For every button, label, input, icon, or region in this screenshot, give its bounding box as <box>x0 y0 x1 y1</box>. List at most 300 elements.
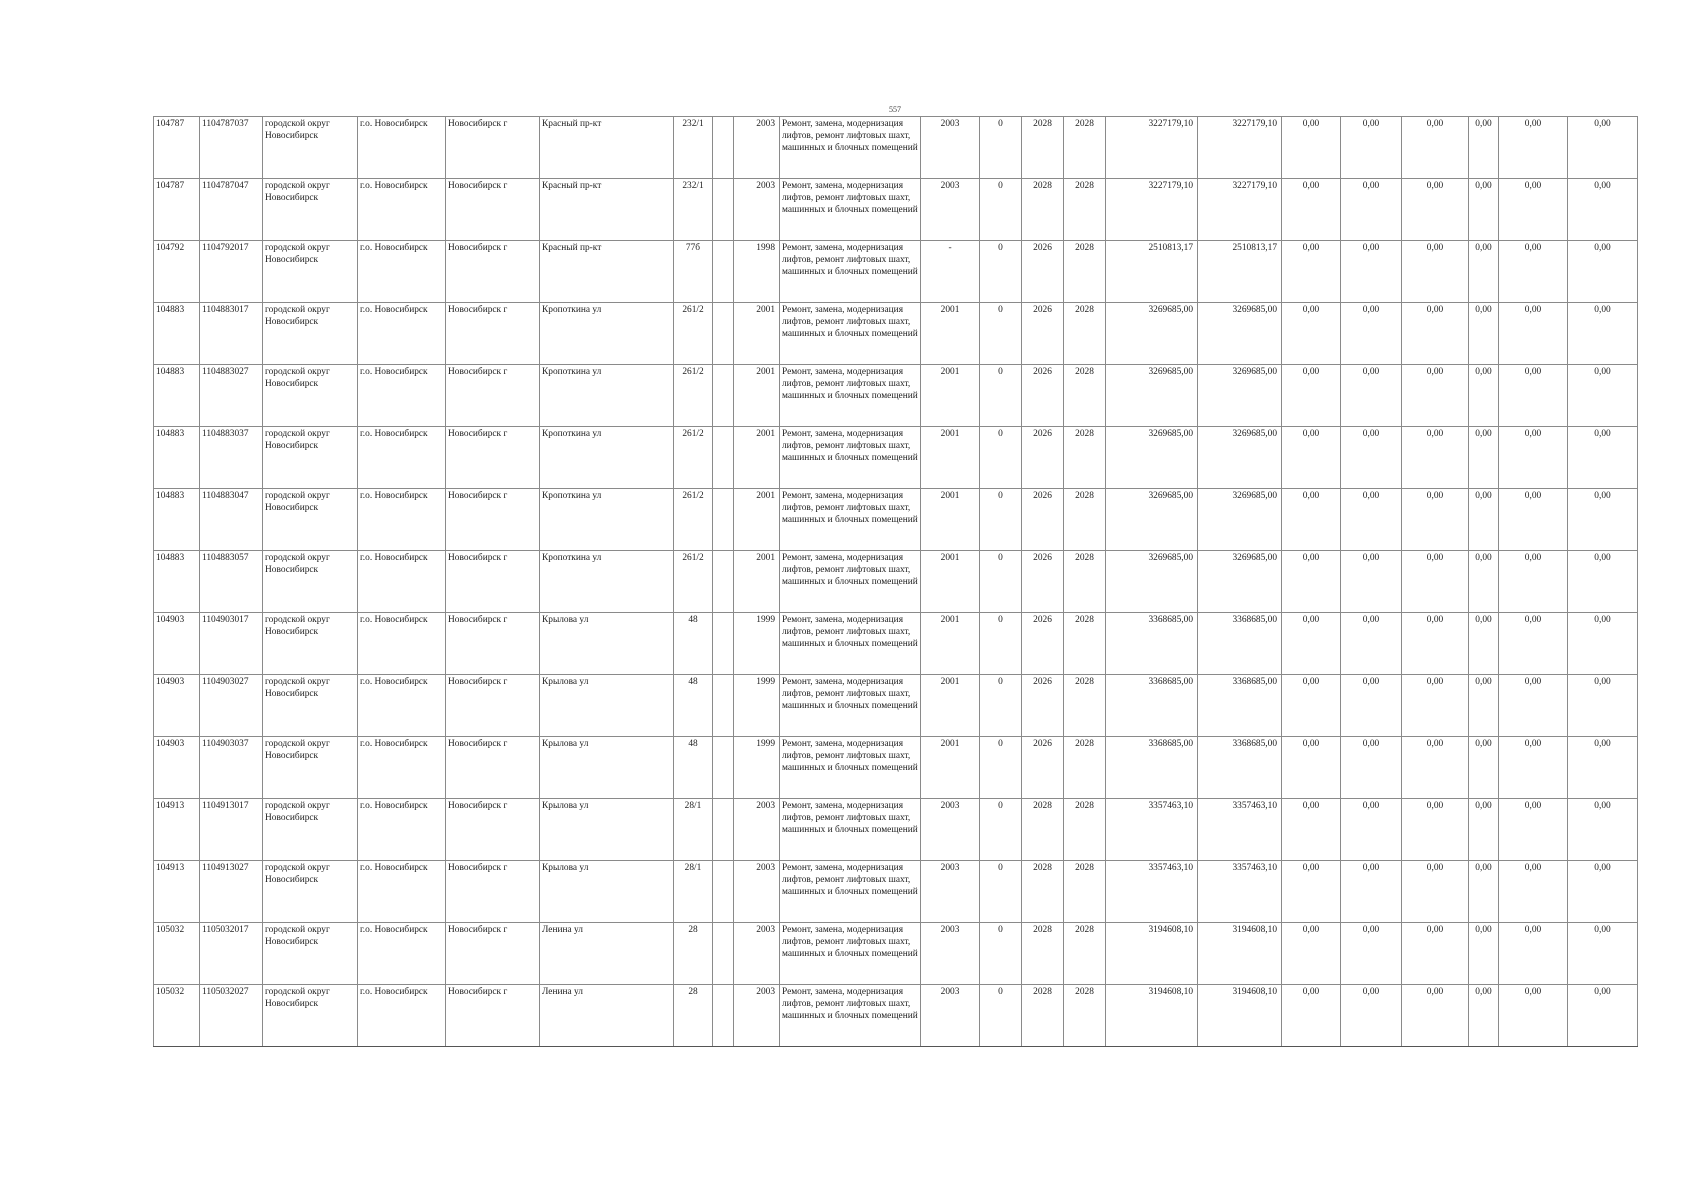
cell-local-budget: 0,00 <box>1402 241 1469 303</box>
cell-planned-year: 2028 <box>1022 985 1064 1047</box>
cell-planned-year: 2028 <box>1022 923 1064 985</box>
cell-street: Красный пр-кт <box>540 241 674 303</box>
cell-federal-budget: 0,00 <box>1282 861 1341 923</box>
cell-regional-budget: 0,00 <box>1341 551 1402 613</box>
cell-local-budget: 0,00 <box>1402 675 1469 737</box>
cell-owners-funds: 0,00 <box>1469 613 1499 675</box>
cell-city: Новосибирск г <box>446 923 540 985</box>
cell-build-year: 2003 <box>734 985 780 1047</box>
cell-municipality: городской округ Новосибирск <box>263 551 358 613</box>
cell-wear-percent: 0 <box>980 985 1022 1047</box>
cell-other-funds: 0,00 <box>1499 551 1568 613</box>
cell-planned-year: 2028 <box>1022 179 1064 241</box>
cell-work-type: Ремонт, замена, модернизация лифтов, ремонт лифтовых шахт, машинных и блочных помещений <box>780 675 921 737</box>
cell-city: Новосибирск г <box>446 179 540 241</box>
cell-settlement-short: г.о. Новосибирск <box>358 179 446 241</box>
cell-owners-funds: 0,00 <box>1469 985 1499 1047</box>
cell-local-budget: 0,00 <box>1402 365 1469 427</box>
cell-element-id: 1104787037 <box>200 117 263 179</box>
cell-extra-funds: 0,00 <box>1568 861 1638 923</box>
cell-total-cost: 3269685,00 <box>1106 489 1198 551</box>
cell-work-type: Ремонт, замена, модернизация лифтов, ремонт лифтовых шахт, машинных и блочных помещений <box>780 737 921 799</box>
cell-build-year: 2003 <box>734 923 780 985</box>
cell-street: Кропоткина ул <box>540 365 674 427</box>
cell-owners-funds: 0,00 <box>1469 799 1499 861</box>
cell-other-funds: 0,00 <box>1499 675 1568 737</box>
cell-local-budget: 0,00 <box>1402 489 1469 551</box>
cell-planned-year: 2026 <box>1022 737 1064 799</box>
cell-planned-year: 2026 <box>1022 551 1064 613</box>
cell-house-number: 261/2 <box>674 551 713 613</box>
cell-street: Красный пр-кт <box>540 117 674 179</box>
cell-building-block <box>713 489 734 551</box>
cell-house-id: 104883 <box>154 427 200 489</box>
cell-regional-fund-cost: 3227179,10 <box>1198 179 1282 241</box>
cell-local-budget: 0,00 <box>1402 427 1469 489</box>
cell-wear-percent: 0 <box>980 427 1022 489</box>
cell-wear-percent: 0 <box>980 799 1022 861</box>
cell-local-budget: 0,00 <box>1402 613 1469 675</box>
cell-settlement-short: г.о. Новосибирск <box>358 675 446 737</box>
table-row <box>154 489 1638 551</box>
cell-last-overhaul-year: 2001 <box>921 489 980 551</box>
cell-owners-funds: 0,00 <box>1469 489 1499 551</box>
cell-city: Новосибирск г <box>446 861 540 923</box>
cell-total-cost: 3357463,10 <box>1106 861 1198 923</box>
cell-extra-funds: 0,00 <box>1568 613 1638 675</box>
cell-federal-budget: 0,00 <box>1282 179 1341 241</box>
cell-element-id: 1104792017 <box>200 241 263 303</box>
cell-deadline-year: 2028 <box>1064 117 1106 179</box>
cell-planned-year: 2026 <box>1022 427 1064 489</box>
cell-house-id: 104903 <box>154 737 200 799</box>
cell-regional-budget: 0,00 <box>1341 799 1402 861</box>
cell-regional-budget: 0,00 <box>1341 613 1402 675</box>
cell-municipality: городской округ Новосибирск <box>263 675 358 737</box>
table-row <box>154 551 1638 613</box>
cell-extra-funds: 0,00 <box>1568 985 1638 1047</box>
cell-extra-funds: 0,00 <box>1568 241 1638 303</box>
cell-total-cost: 3269685,00 <box>1106 303 1198 365</box>
cell-other-funds: 0,00 <box>1499 613 1568 675</box>
cell-regional-fund-cost: 3227179,10 <box>1198 117 1282 179</box>
cell-street: Крылова ул <box>540 799 674 861</box>
cell-regional-budget: 0,00 <box>1341 923 1402 985</box>
cell-building-block <box>713 799 734 861</box>
cell-build-year: 2001 <box>734 551 780 613</box>
cell-deadline-year: 2028 <box>1064 861 1106 923</box>
cell-owners-funds: 0,00 <box>1469 737 1499 799</box>
cell-city: Новосибирск г <box>446 551 540 613</box>
cell-build-year: 1999 <box>734 613 780 675</box>
cell-regional-budget: 0,00 <box>1341 303 1402 365</box>
table-body <box>154 117 1638 1047</box>
cell-work-type: Ремонт, замена, модернизация лифтов, ремонт лифтовых шахт, машинных и блочных помещений <box>780 241 921 303</box>
cell-planned-year: 2026 <box>1022 675 1064 737</box>
cell-city: Новосибирск г <box>446 365 540 427</box>
cell-street: Ленина ул <box>540 985 674 1047</box>
cell-owners-funds: 0,00 <box>1469 179 1499 241</box>
cell-last-overhaul-year: 2003 <box>921 923 980 985</box>
cell-wear-percent: 0 <box>980 365 1022 427</box>
cell-extra-funds: 0,00 <box>1568 179 1638 241</box>
cell-deadline-year: 2028 <box>1064 489 1106 551</box>
cell-federal-budget: 0,00 <box>1282 241 1341 303</box>
cell-last-overhaul-year: 2001 <box>921 427 980 489</box>
cell-municipality: городской округ Новосибирск <box>263 365 358 427</box>
cell-last-overhaul-year: 2003 <box>921 117 980 179</box>
cell-house-id: 104883 <box>154 551 200 613</box>
cell-street: Кропоткина ул <box>540 427 674 489</box>
cell-owners-funds: 0,00 <box>1469 861 1499 923</box>
cell-last-overhaul-year: 2001 <box>921 675 980 737</box>
cell-last-overhaul-year: 2001 <box>921 737 980 799</box>
cell-house-number: 77б <box>674 241 713 303</box>
cell-element-id: 1104913027 <box>200 861 263 923</box>
cell-work-type: Ремонт, замена, модернизация лифтов, ремонт лифтовых шахт, машинных и блочных помещений <box>780 861 921 923</box>
cell-street: Крылова ул <box>540 675 674 737</box>
cell-wear-percent: 0 <box>980 551 1022 613</box>
cell-house-number: 28/1 <box>674 861 713 923</box>
cell-municipality: городской округ Новосибирск <box>263 117 358 179</box>
cell-building-block <box>713 117 734 179</box>
cell-settlement-short: г.о. Новосибирск <box>358 923 446 985</box>
cell-city: Новосибирск г <box>446 737 540 799</box>
cell-extra-funds: 0,00 <box>1568 675 1638 737</box>
cell-deadline-year: 2028 <box>1064 427 1106 489</box>
cell-settlement-short: г.о. Новосибирск <box>358 489 446 551</box>
cell-street: Кропоткина ул <box>540 303 674 365</box>
table-row <box>154 303 1638 365</box>
cell-municipality: городской округ Новосибирск <box>263 303 358 365</box>
cell-street: Крылова ул <box>540 861 674 923</box>
cell-owners-funds: 0,00 <box>1469 551 1499 613</box>
cell-local-budget: 0,00 <box>1402 179 1469 241</box>
table-row <box>154 799 1638 861</box>
cell-local-budget: 0,00 <box>1402 303 1469 365</box>
cell-total-cost: 2510813,17 <box>1106 241 1198 303</box>
cell-element-id: 1104787047 <box>200 179 263 241</box>
cell-regional-budget: 0,00 <box>1341 737 1402 799</box>
cell-regional-budget: 0,00 <box>1341 179 1402 241</box>
cell-city: Новосибирск г <box>446 613 540 675</box>
cell-element-id: 1104883057 <box>200 551 263 613</box>
cell-total-cost: 3269685,00 <box>1106 427 1198 489</box>
cell-deadline-year: 2028 <box>1064 303 1106 365</box>
cell-element-id: 1104913017 <box>200 799 263 861</box>
cell-planned-year: 2026 <box>1022 241 1064 303</box>
cell-house-number: 261/2 <box>674 303 713 365</box>
cell-other-funds: 0,00 <box>1499 427 1568 489</box>
cell-city: Новосибирск г <box>446 241 540 303</box>
cell-element-id: 1104883037 <box>200 427 263 489</box>
cell-total-cost: 3227179,10 <box>1106 117 1198 179</box>
cell-house-id: 104883 <box>154 489 200 551</box>
table-row <box>154 241 1638 303</box>
cell-regional-budget: 0,00 <box>1341 861 1402 923</box>
cell-building-block <box>713 985 734 1047</box>
cell-owners-funds: 0,00 <box>1469 365 1499 427</box>
cell-settlement-short: г.о. Новосибирск <box>358 427 446 489</box>
cell-owners-funds: 0,00 <box>1469 303 1499 365</box>
cell-build-year: 2003 <box>734 117 780 179</box>
cell-build-year: 2001 <box>734 365 780 427</box>
cell-deadline-year: 2028 <box>1064 613 1106 675</box>
cell-house-number: 232/1 <box>674 179 713 241</box>
cell-other-funds: 0,00 <box>1499 241 1568 303</box>
cell-other-funds: 0,00 <box>1499 737 1568 799</box>
cell-house-id: 105032 <box>154 985 200 1047</box>
cell-settlement-short: г.о. Новосибирск <box>358 737 446 799</box>
cell-federal-budget: 0,00 <box>1282 551 1341 613</box>
table-row <box>154 737 1638 799</box>
table-row <box>154 179 1638 241</box>
cell-building-block <box>713 737 734 799</box>
cell-federal-budget: 0,00 <box>1282 427 1341 489</box>
cell-settlement-short: г.о. Новосибирск <box>358 861 446 923</box>
cell-last-overhaul-year: 2001 <box>921 551 980 613</box>
cell-house-number: 48 <box>674 613 713 675</box>
cell-regional-fund-cost: 3194608,10 <box>1198 923 1282 985</box>
cell-house-id: 104913 <box>154 861 200 923</box>
cell-deadline-year: 2028 <box>1064 365 1106 427</box>
cell-regional-fund-cost: 3269685,00 <box>1198 303 1282 365</box>
cell-settlement-short: г.о. Новосибирск <box>358 365 446 427</box>
cell-planned-year: 2026 <box>1022 613 1064 675</box>
cell-other-funds: 0,00 <box>1499 489 1568 551</box>
cell-city: Новосибирск г <box>446 675 540 737</box>
cell-build-year: 1998 <box>734 241 780 303</box>
cell-building-block <box>713 241 734 303</box>
cell-house-number: 28 <box>674 923 713 985</box>
table-row <box>154 365 1638 427</box>
cell-extra-funds: 0,00 <box>1568 737 1638 799</box>
cell-settlement-short: г.о. Новосибирск <box>358 799 446 861</box>
table-row <box>154 613 1638 675</box>
cell-building-block <box>713 303 734 365</box>
cell-municipality: городской округ Новосибирск <box>263 241 358 303</box>
cell-other-funds: 0,00 <box>1499 923 1568 985</box>
cell-extra-funds: 0,00 <box>1568 117 1638 179</box>
cell-settlement-short: г.о. Новосибирск <box>358 613 446 675</box>
cell-city: Новосибирск г <box>446 427 540 489</box>
cell-other-funds: 0,00 <box>1499 861 1568 923</box>
cell-wear-percent: 0 <box>980 675 1022 737</box>
cell-other-funds: 0,00 <box>1499 303 1568 365</box>
table-row <box>154 117 1638 179</box>
cell-regional-fund-cost: 3357463,10 <box>1198 861 1282 923</box>
cell-last-overhaul-year: 2003 <box>921 179 980 241</box>
cell-house-id: 104787 <box>154 117 200 179</box>
cell-house-number: 48 <box>674 737 713 799</box>
cell-wear-percent: 0 <box>980 489 1022 551</box>
cell-work-type: Ремонт, замена, модернизация лифтов, ремонт лифтовых шахт, машинных и блочных помещений <box>780 117 921 179</box>
cell-house-number: 48 <box>674 675 713 737</box>
cell-total-cost: 3368685,00 <box>1106 675 1198 737</box>
cell-municipality: городской округ Новосибирск <box>263 861 358 923</box>
cell-build-year: 2001 <box>734 303 780 365</box>
cell-element-id: 1104883047 <box>200 489 263 551</box>
cell-build-year: 2003 <box>734 799 780 861</box>
cell-regional-fund-cost: 2510813,17 <box>1198 241 1282 303</box>
cell-house-id: 104792 <box>154 241 200 303</box>
cell-regional-fund-cost: 3368685,00 <box>1198 675 1282 737</box>
cell-regional-budget: 0,00 <box>1341 985 1402 1047</box>
cell-planned-year: 2026 <box>1022 303 1064 365</box>
cell-work-type: Ремонт, замена, модернизация лифтов, ремонт лифтовых шахт, машинных и блочных помещений <box>780 303 921 365</box>
cell-house-number: 261/2 <box>674 489 713 551</box>
cell-regional-fund-cost: 3269685,00 <box>1198 489 1282 551</box>
cell-total-cost: 3357463,10 <box>1106 799 1198 861</box>
cell-other-funds: 0,00 <box>1499 117 1568 179</box>
cell-municipality: городской округ Новосибирск <box>263 613 358 675</box>
cell-settlement-short: г.о. Новосибирск <box>358 303 446 365</box>
cell-municipality: городской округ Новосибирск <box>263 985 358 1047</box>
cell-federal-budget: 0,00 <box>1282 613 1341 675</box>
cell-federal-budget: 0,00 <box>1282 117 1341 179</box>
cell-work-type: Ремонт, замена, модернизация лифтов, ремонт лифтовых шахт, машинных и блочных помещений <box>780 985 921 1047</box>
cell-house-id: 104787 <box>154 179 200 241</box>
cell-regional-fund-cost: 3269685,00 <box>1198 551 1282 613</box>
cell-work-type: Ремонт, замена, модернизация лифтов, ремонт лифтовых шахт, машинных и блочных помещений <box>780 551 921 613</box>
cell-local-budget: 0,00 <box>1402 923 1469 985</box>
cell-deadline-year: 2028 <box>1064 799 1106 861</box>
cell-owners-funds: 0,00 <box>1469 117 1499 179</box>
cell-deadline-year: 2028 <box>1064 985 1106 1047</box>
cell-extra-funds: 0,00 <box>1568 923 1638 985</box>
table-row <box>154 675 1638 737</box>
cell-municipality: городской округ Новосибирск <box>263 799 358 861</box>
cell-regional-fund-cost: 3269685,00 <box>1198 427 1282 489</box>
cell-settlement-short: г.о. Новосибирск <box>358 241 446 303</box>
cell-local-budget: 0,00 <box>1402 737 1469 799</box>
cell-settlement-short: г.о. Новосибирск <box>358 985 446 1047</box>
cell-local-budget: 0,00 <box>1402 985 1469 1047</box>
cell-last-overhaul-year: 2001 <box>921 613 980 675</box>
cell-house-id: 104883 <box>154 303 200 365</box>
cell-planned-year: 2028 <box>1022 861 1064 923</box>
cell-work-type: Ремонт, замена, модернизация лифтов, ремонт лифтовых шахт, машинных и блочных помещений <box>780 923 921 985</box>
cell-total-cost: 3368685,00 <box>1106 613 1198 675</box>
cell-regional-budget: 0,00 <box>1341 117 1402 179</box>
cell-deadline-year: 2028 <box>1064 179 1106 241</box>
cell-owners-funds: 0,00 <box>1469 923 1499 985</box>
cell-owners-funds: 0,00 <box>1469 241 1499 303</box>
cell-house-id: 104913 <box>154 799 200 861</box>
cell-city: Новосибирск г <box>446 799 540 861</box>
cell-element-id: 1104903027 <box>200 675 263 737</box>
cell-extra-funds: 0,00 <box>1568 551 1638 613</box>
cell-street: Крылова ул <box>540 613 674 675</box>
cell-regional-budget: 0,00 <box>1341 427 1402 489</box>
cell-work-type: Ремонт, замена, модернизация лифтов, ремонт лифтовых шахт, машинных и блочных помещений <box>780 489 921 551</box>
cell-last-overhaul-year: 2001 <box>921 365 980 427</box>
cell-federal-budget: 0,00 <box>1282 985 1341 1047</box>
cell-total-cost: 3227179,10 <box>1106 179 1198 241</box>
cell-owners-funds: 0,00 <box>1469 427 1499 489</box>
cell-regional-fund-cost: 3368685,00 <box>1198 613 1282 675</box>
cell-federal-budget: 0,00 <box>1282 675 1341 737</box>
cell-house-id: 104903 <box>154 675 200 737</box>
cell-settlement-short: г.о. Новосибирск <box>358 117 446 179</box>
cell-wear-percent: 0 <box>980 241 1022 303</box>
cell-house-id: 105032 <box>154 923 200 985</box>
cell-local-budget: 0,00 <box>1402 117 1469 179</box>
table-row <box>154 427 1638 489</box>
cell-total-cost: 3368685,00 <box>1106 737 1198 799</box>
cell-house-id: 104903 <box>154 613 200 675</box>
cell-total-cost: 3194608,10 <box>1106 985 1198 1047</box>
cell-regional-budget: 0,00 <box>1341 489 1402 551</box>
cell-federal-budget: 0,00 <box>1282 489 1341 551</box>
cell-other-funds: 0,00 <box>1499 985 1568 1047</box>
cell-total-cost: 3269685,00 <box>1106 551 1198 613</box>
cell-settlement-short: г.о. Новосибирск <box>358 551 446 613</box>
cell-regional-budget: 0,00 <box>1341 241 1402 303</box>
cell-wear-percent: 0 <box>980 613 1022 675</box>
cell-build-year: 2003 <box>734 179 780 241</box>
cell-city: Новосибирск г <box>446 985 540 1047</box>
page-number: 557 <box>889 105 901 114</box>
cell-planned-year: 2026 <box>1022 365 1064 427</box>
cell-last-overhaul-year: 2001 <box>921 303 980 365</box>
cell-regional-budget: 0,00 <box>1341 365 1402 427</box>
cell-municipality: городской округ Новосибирск <box>263 179 358 241</box>
cell-last-overhaul-year: 2003 <box>921 799 980 861</box>
cell-build-year: 2001 <box>734 427 780 489</box>
cell-wear-percent: 0 <box>980 923 1022 985</box>
cell-federal-budget: 0,00 <box>1282 923 1341 985</box>
cell-element-id: 1104903017 <box>200 613 263 675</box>
cell-regional-fund-cost: 3269685,00 <box>1198 365 1282 427</box>
cell-element-id: 1105032017 <box>200 923 263 985</box>
cell-element-id: 1104883017 <box>200 303 263 365</box>
cell-extra-funds: 0,00 <box>1568 303 1638 365</box>
cell-extra-funds: 0,00 <box>1568 489 1638 551</box>
cell-extra-funds: 0,00 <box>1568 427 1638 489</box>
cell-house-number: 28 <box>674 985 713 1047</box>
cell-work-type: Ремонт, замена, модернизация лифтов, ремонт лифтовых шахт, машинных и блочных помещений <box>780 613 921 675</box>
cell-municipality: городской округ Новосибирск <box>263 923 358 985</box>
cell-build-year: 2003 <box>734 861 780 923</box>
cell-street: Кропоткина ул <box>540 551 674 613</box>
table-row <box>154 861 1638 923</box>
cell-last-overhaul-year: - <box>921 241 980 303</box>
cell-local-budget: 0,00 <box>1402 551 1469 613</box>
cell-federal-budget: 0,00 <box>1282 737 1341 799</box>
cell-extra-funds: 0,00 <box>1568 799 1638 861</box>
cell-street: Ленина ул <box>540 923 674 985</box>
cell-wear-percent: 0 <box>980 303 1022 365</box>
cell-work-type: Ремонт, замена, модернизация лифтов, ремонт лифтовых шахт, машинных и блочных помещений <box>780 179 921 241</box>
cell-building-block <box>713 861 734 923</box>
cell-deadline-year: 2028 <box>1064 737 1106 799</box>
cell-element-id: 1104903037 <box>200 737 263 799</box>
cell-federal-budget: 0,00 <box>1282 365 1341 427</box>
cell-deadline-year: 2028 <box>1064 675 1106 737</box>
cell-building-block <box>713 675 734 737</box>
cell-house-number: 261/2 <box>674 365 713 427</box>
cell-work-type: Ремонт, замена, модернизация лифтов, ремонт лифтовых шахт, машинных и блочных помещений <box>780 799 921 861</box>
cell-city: Новосибирск г <box>446 489 540 551</box>
cell-building-block <box>713 179 734 241</box>
cell-wear-percent: 0 <box>980 737 1022 799</box>
cell-building-block <box>713 613 734 675</box>
cell-element-id: 1104883027 <box>200 365 263 427</box>
cell-building-block <box>713 551 734 613</box>
cell-wear-percent: 0 <box>980 179 1022 241</box>
cell-owners-funds: 0,00 <box>1469 675 1499 737</box>
